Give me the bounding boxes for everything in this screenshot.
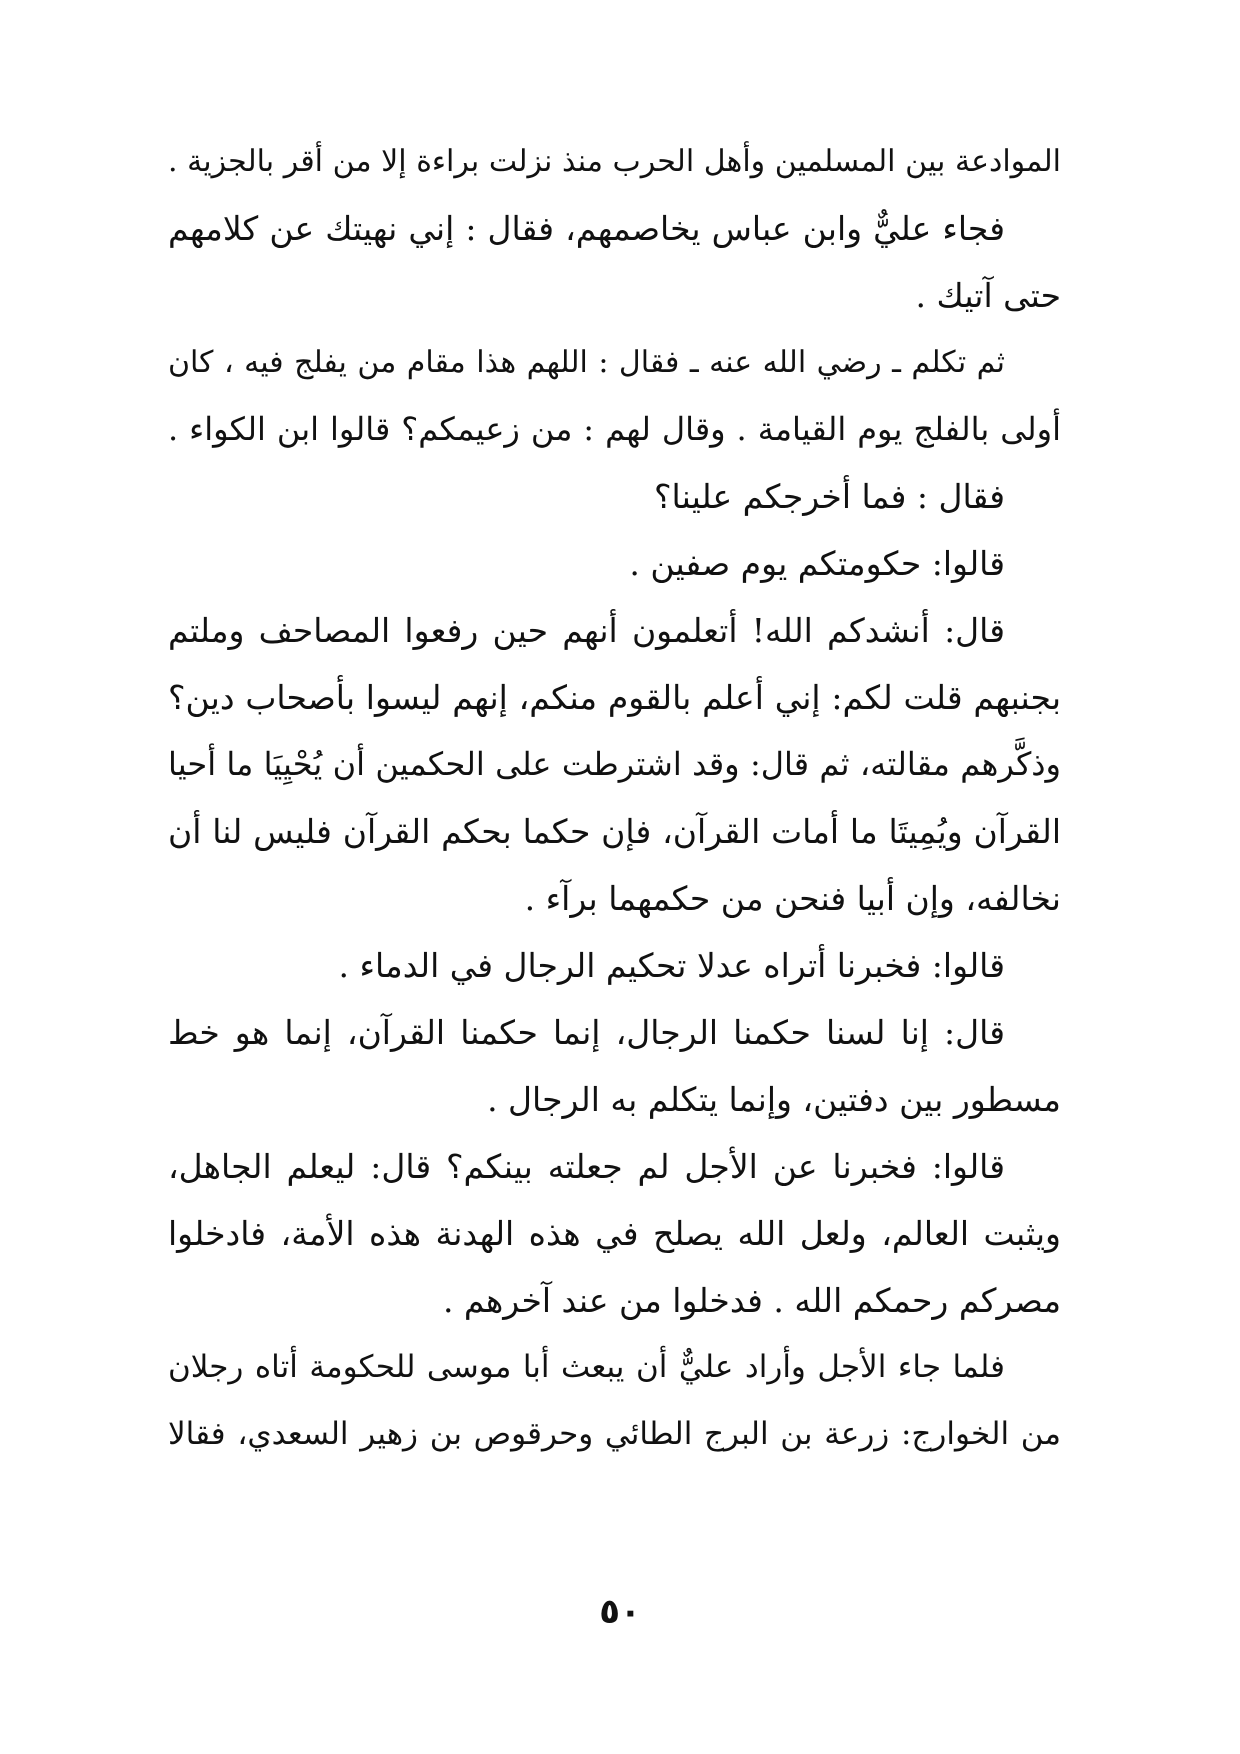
text-line: الموادعة بين المسلمين وأهل الحرب منذ نزلت براءة إلا من أقر بالجزية . <box>168 144 1061 179</box>
body-text <box>168 128 1061 1468</box>
text-line: فلما جاء الأجل وأراد عليٌّ أن يبعث أبا موسى للحكومة أتاه رجلان <box>168 1349 1005 1385</box>
text-line: قال: إنا لسنا حكمنا الرجال، إنما حكمنا القرآن، إنما هو خط <box>168 1013 1005 1052</box>
text-line: حتى آتيك . <box>915 276 1061 315</box>
text-line: أولى بالفلج يوم القيامة . وقال لهم : من زعيمكم؟ قالوا ابن الكواء . <box>168 410 1061 448</box>
text-line: ويثبت العالم، ولعل الله يصلح في هذه الهدنة هذه الأمة، فادخلوا <box>168 1214 1061 1253</box>
text-line: من الخوارج: زرعة بن البرج الطائي وحرقوص بن زهير السعدي، فقالا <box>168 1416 1061 1452</box>
text-line: قالوا: فخبرنا عن الأجل لم جعلته بينكم؟ قال: ليعلم الجاهل، <box>168 1147 1005 1186</box>
text-line: قالوا: حكومتكم يوم صفين . <box>629 544 1005 583</box>
text-line: مصركم رحمكم الله . فدخلوا من عند آخرهم . <box>442 1281 1061 1320</box>
text-line: فقال : فما أخرجكم علينا؟ <box>654 477 1005 516</box>
text-line: فجاء عليٌّ وابن عباس يخاصمهم، فقال : إني نهيتك عن كلامهم <box>168 209 1005 248</box>
text-line: بجنبهم قلت لكم: إني أعلم بالقوم منكم، إنهم ليسوا بأصحاب دين؟ <box>168 678 1061 717</box>
text-line: وذكَّرهم مقالته، ثم قال: وقد اشترطت على الحكمين أن يُحْيِيَا ما أحيا <box>168 745 1062 783</box>
page-number: ٥٠ <box>599 1592 641 1632</box>
text-line: نخالفه، وإن أبيا فنحن من حكمهما برآء . <box>524 879 1061 918</box>
text-line: ثم تكلم ـ رضي الله عنه ـ فقال : اللهم هذا مقام من يفلج فيه ، كان <box>168 345 1005 380</box>
text-line: مسطور بين دفتين، وإنما يتكلم به الرجال . <box>487 1080 1061 1119</box>
text-line: القرآن ويُمِيتَا ما أمات القرآن، فإن حكما بحكم القرآن فليس لنا أن <box>168 812 1061 851</box>
text-line: قال: أنشدكم الله! أتعلمون أنهم حين رفعوا المصاحف وملتم <box>168 611 1005 650</box>
text-line: قالوا: فخبرنا أتراه عدلا تحكيم الرجال في الدماء . <box>338 946 1005 985</box>
